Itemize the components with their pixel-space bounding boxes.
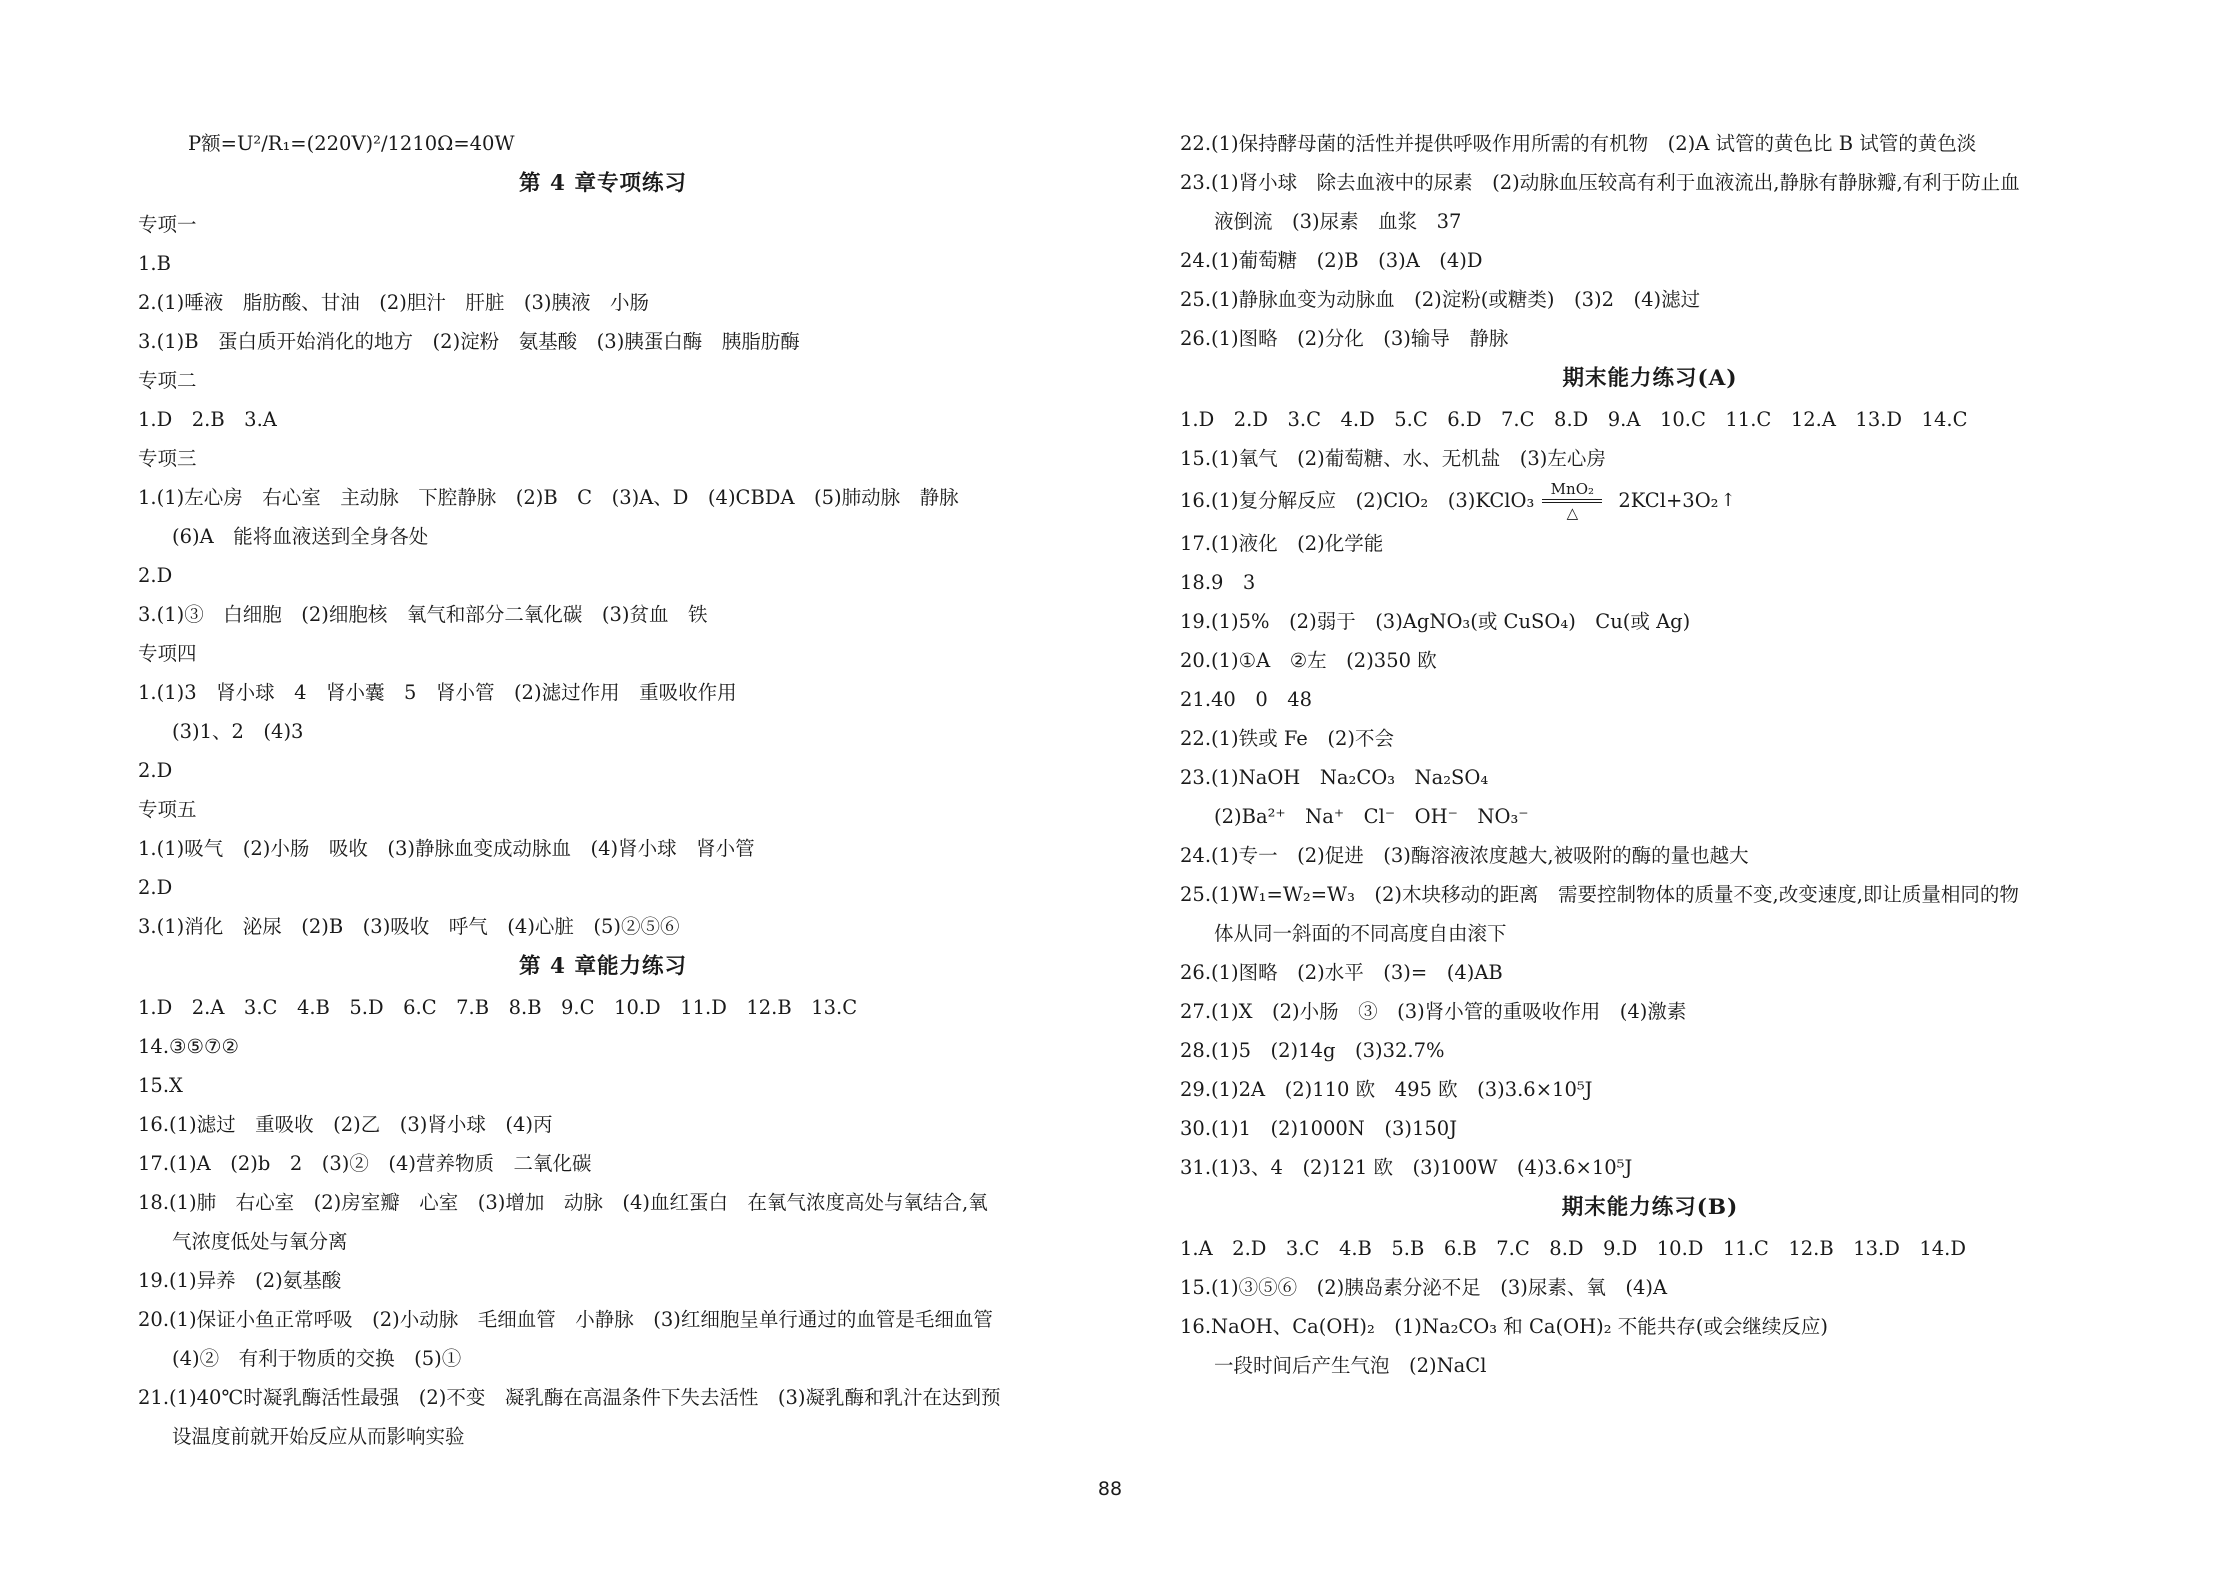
answer-line: 2.D — [138, 876, 173, 899]
answer-line: 1.D 2.A 3.C 4.B 5.D 6.C 7.B 8.B 9.C 10.D 11.D 12.B 13.C — [138, 996, 858, 1019]
page-number: 88 — [1097, 1478, 1123, 1500]
answer-line: 19.(1)异养 (2)氨基酸 — [138, 1269, 342, 1292]
gas-arrow-icon: ↑ — [1720, 490, 1736, 511]
heading-chapter4-ability: 第 4 章能力练习 — [519, 954, 687, 979]
answer-line-continued: 设温度前就开始反应从而影响实验 — [172, 1425, 465, 1448]
power-formula: P额=U²/R₁=(220V)²/1210Ω=40W — [188, 132, 515, 155]
answer-line-continued: (4)② 有利于物质的交换 (5)① — [172, 1347, 462, 1370]
reaction-equals-bar — [1542, 499, 1602, 503]
reaction-prefix: 16.(1)复分解反应 (2)ClO₂ (3)KClO₃ — [1180, 489, 1535, 512]
heat-symbol: △ — [1566, 504, 1579, 522]
answer-line: 15.(1)氧气 (2)葡萄糖、水、无机盐 (3)左心房 — [1180, 447, 1606, 470]
answer-line: 2.(1)唾液 脂肪酸、甘油 (2)胆汁 肝脏 (3)胰液 小肠 — [138, 291, 649, 314]
heading-chapter4-special: 第 4 章专项练习 — [519, 171, 687, 196]
heading-final-a: 期末能力练习(A) — [1562, 366, 1738, 391]
answer-line: 3.(1)B 蛋白质开始消化的地方 (2)淀粉 氨基酸 (3)胰蛋白酶 胰脂肪酶 — [138, 330, 800, 353]
section-title: 专项一 — [138, 213, 197, 236]
answer-line: 3.(1)③ 白细胞 (2)细胞核 氧气和部分二氧化碳 (3)贫血 铁 — [138, 603, 708, 626]
reaction-condition — [1542, 481, 1602, 521]
answer-line: 25.(1)静脉血变为动脉血 (2)淀粉(或糖类) (3)2 (4)滤过 — [1180, 288, 1701, 311]
answer-line: 22.(1)铁或 Fe (2)不会 — [1180, 727, 1394, 750]
answer-line: 15.X — [138, 1074, 183, 1097]
answer-line-continued: 液倒流 (3)尿素 血浆 37 — [1214, 210, 1462, 233]
answer-line: 16.(1)滤过 重吸收 (2)乙 (3)肾小球 (4)丙 — [138, 1113, 553, 1136]
answer-line: 26.(1)图略 (2)分化 (3)输导 静脉 — [1180, 327, 1509, 350]
catalyst-label: MnO₂ — [1550, 480, 1595, 498]
answer-line-continued: 一段时间后产生气泡 (2)NaCl — [1214, 1354, 1487, 1377]
answer-line: 21.40 0 48 — [1180, 688, 1313, 711]
answer-line: 28.(1)5 (2)14g (3)32.7% — [1180, 1039, 1445, 1062]
answer-line: 17.(1)液化 (2)化学能 — [1180, 532, 1384, 555]
answer-line: 2.D — [138, 564, 173, 587]
right-column — [1180, 124, 2120, 1385]
answer-line: 18.9 3 — [1180, 571, 1256, 594]
answer-line-continued: 体从同一斜面的不同高度自由滚下 — [1214, 922, 1507, 945]
answer-line: 30.(1)1 (2)1000N (3)150J — [1180, 1117, 1458, 1140]
answer-line: 20.(1)①A ②左 (2)350 欧 — [1180, 649, 1437, 672]
answer-line: 3.(1)消化 泌尿 (2)B (3)吸收 呼气 (4)心脏 (5)②⑤⑥ — [138, 915, 680, 938]
heading-final-b: 期末能力练习(B) — [1561, 1195, 1739, 1220]
answer-line: 21.(1)40℃时凝乳酶活性最强 (2)不变 凝乳酶在高温条件下失去活性 (3)凝乳酶和乳汁在达到预 — [138, 1386, 1001, 1409]
left-column — [138, 124, 1068, 1456]
answer-line: 29.(1)2A (2)110 欧 495 欧 (3)3.6×10⁵J — [1180, 1078, 1593, 1101]
answer-line: 2.D — [138, 759, 173, 782]
answer-line: 27.(1)X (2)小肠 ③ (3)肾小管的重吸收作用 (4)激素 — [1180, 1000, 1687, 1023]
answer-line-reaction — [1180, 478, 2120, 524]
answer-line: 16.NaOH、Ca(OH)₂ (1)Na₂CO₃ 和 Ca(OH)₂ 不能共存(或会继续反应) — [1180, 1315, 1828, 1338]
answer-line: 31.(1)3、4 (2)121 欧 (3)100W (4)3.6×10⁵J — [1180, 1156, 1633, 1179]
answer-line: 1.D 2.D 3.C 4.D 5.C 6.D 7.C 8.D 9.A 10.C 11.C 12.A 13.D 14.C — [1180, 408, 1968, 431]
answer-line: 24.(1)专一 (2)促进 (3)酶溶液浓度越大,被吸附的酶的量也越大 — [1180, 844, 1749, 867]
answer-line: 1.(1)3 肾小球 4 肾小囊 5 肾小管 (2)滤过作用 重吸收作用 — [138, 681, 737, 704]
answer-line-continued: (3)1、2 (4)3 — [172, 720, 304, 743]
answer-line: 20.(1)保证小鱼正常呼吸 (2)小动脉 毛细血管 小静脉 (3)红细胞呈单行通过的血管是毛细血管 — [138, 1308, 993, 1331]
answer-line: 26.(1)图略 (2)水平 (3)= (4)AB — [1180, 961, 1503, 984]
answer-line-continued: (2)Ba²⁺ Na⁺ Cl⁻ OH⁻ NO₃⁻ — [1214, 805, 1529, 828]
section-title: 专项二 — [138, 369, 197, 392]
answer-line: 24.(1)葡萄糖 (2)B (3)A (4)D — [1180, 249, 1483, 272]
answer-line: 1.A 2.D 3.C 4.B 5.B 6.B 7.C 8.D 9.D 10.D 11.C 12.B 13.D 14.D — [1180, 1237, 1966, 1260]
answer-line: 22.(1)保持酵母菌的活性并提供呼吸作用所需的有机物 (2)A 试管的黄色比 B 试管的黄色淡 — [1180, 132, 1977, 155]
answer-line-continued: (6)A 能将血液送到全身各处 — [172, 525, 429, 548]
answer-line: 23.(1)肾小球 除去血液中的尿素 (2)动脉血压较高有利于血液流出,静脉有静脉瓣,有利于防止血 — [1180, 171, 2020, 194]
answer-line: 1.(1)吸气 (2)小肠 吸收 (3)静脉血变成动脉血 (4)肾小球 肾小管 — [138, 837, 755, 860]
answer-line-continued: 气浓度低处与氧分离 — [172, 1230, 348, 1253]
answer-line: 1.B — [138, 252, 171, 275]
section-title: 专项四 — [138, 642, 197, 665]
answer-line: 23.(1)NaOH Na₂CO₃ Na₂SO₄ — [1180, 766, 1489, 789]
answer-line: 15.(1)③⑤⑥ (2)胰岛素分泌不足 (3)尿素、氧 (4)A — [1180, 1276, 1668, 1299]
section-title: 专项三 — [138, 447, 197, 470]
answer-line: 1.(1)左心房 右心室 主动脉 下腔静脉 (2)B C (3)A、D (4)CBDA (5)肺动脉 静脉 — [138, 486, 959, 509]
section-title: 专项五 — [138, 798, 197, 821]
answer-line: 25.(1)W₁=W₂=W₃ (2)木块移动的距离 需要控制物体的质量不变,改变速度,即让质量相同的物 — [1180, 883, 2019, 906]
reaction-products: 2KCl+3O₂ — [1618, 489, 1719, 512]
answer-line: 19.(1)5% (2)弱于 (3)AgNO₃(或 CuSO₄) Cu(或 Ag) — [1180, 610, 1691, 633]
answer-line: 14.③⑤⑦② — [138, 1035, 239, 1058]
answer-line: 18.(1)肺 右心室 (2)房室瓣 心室 (3)增加 动脉 (4)血红蛋白 在氧气浓度高处与氧结合,氧 — [138, 1191, 988, 1214]
answer-line: 1.D 2.B 3.A — [138, 408, 277, 431]
answer-line: 17.(1)A (2)b 2 (3)② (4)营养物质 二氧化碳 — [138, 1152, 592, 1175]
